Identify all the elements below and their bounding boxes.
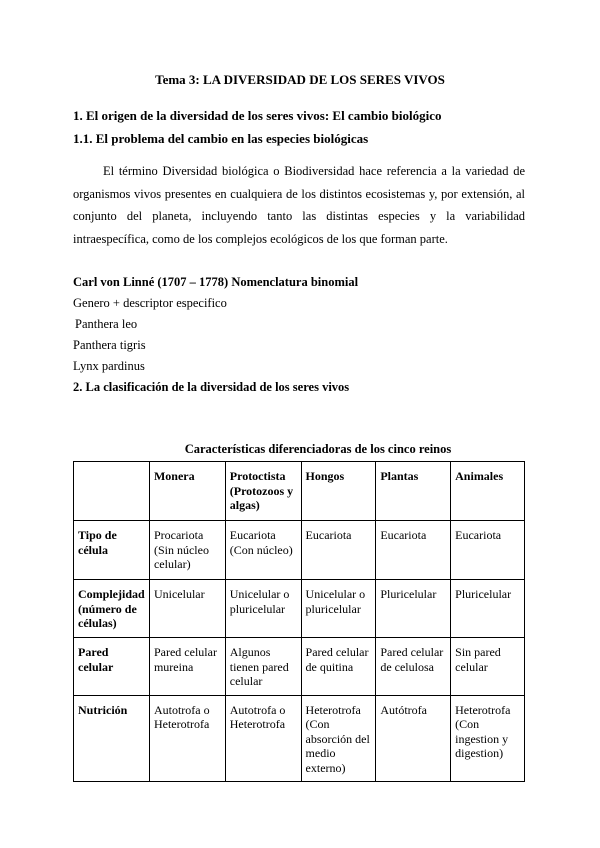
text-line: Genero + descriptor especifico bbox=[73, 296, 227, 310]
table-cell: Autotrofa o Heterotrofa bbox=[149, 695, 225, 782]
table-cell: Sin pared celular bbox=[451, 638, 525, 696]
intro-paragraph: El término Diversidad biológica o Biodiversidad hace referencia a la variedad de organismos vivos presentes en cualquiera de los distintos ecosistemas y, por extensión, al conjunto del planeta, incluyendo tanto las distintas especies y la variabilidad intraespecífica, como de los complejos ecológicos de los que forman parte. bbox=[73, 164, 525, 246]
table-cell: Unicelular o pluricelular bbox=[225, 580, 301, 638]
document-title: Tema 3: LA DIVERSIDAD DE LOS SERES VIVOS bbox=[155, 72, 445, 87]
table-row bbox=[74, 580, 525, 638]
table-caption: Características diferenciadoras de los cinco reinos bbox=[184, 442, 452, 456]
row-header-cell: Nutrición bbox=[74, 695, 150, 782]
table-cell: Algunos tienen pared celular bbox=[225, 638, 301, 696]
table-header-cell bbox=[74, 462, 150, 521]
table-row bbox=[74, 638, 525, 696]
table-cell: Autótrofa bbox=[376, 695, 451, 782]
table-header-cell: Hongos bbox=[301, 462, 376, 521]
linne-heading: Carl von Linné (1707 – 1778) Nomenclatura binomial bbox=[73, 275, 359, 289]
section-2-heading: 2. La clasificación de la diversidad de los seres vivos bbox=[73, 380, 350, 394]
table-header-cell: Protoctista (Protozoos y algas) bbox=[225, 462, 301, 521]
table-header-cell: Monera bbox=[149, 462, 225, 521]
row-header-cell: Pared celular bbox=[74, 638, 150, 696]
table-cell: Heterotrofa (Con absorción del medio externo) bbox=[301, 695, 376, 782]
table-header-cell: Plantas bbox=[376, 462, 451, 521]
row-header-cell: Tipo de célula bbox=[74, 521, 150, 580]
text-line: Panthera leo bbox=[75, 317, 138, 331]
table-cell: Autotrofa o Heterotrofa bbox=[225, 695, 301, 782]
table-cell: Pluricelular bbox=[451, 580, 525, 638]
table-cell: Eucariota (Con núcleo) bbox=[225, 521, 301, 580]
kingdoms-table bbox=[73, 461, 525, 782]
section-1-heading: 1. El origen de la diversidad de los seres vivos: El cambio biológico bbox=[73, 108, 442, 123]
table-cell: Pared celular de celulosa bbox=[376, 638, 451, 696]
table-cell: Unicelular bbox=[149, 580, 225, 638]
row-header-cell: Complejidad (número de células) bbox=[74, 580, 150, 638]
section-1-1-heading: 1.1. El problema del cambio en las especies biológicas bbox=[73, 131, 369, 146]
table-cell: Pared celular de quitina bbox=[301, 638, 376, 696]
table-cell: Eucariota bbox=[376, 521, 451, 580]
table-header-row bbox=[74, 462, 525, 521]
table-cell: Procariota (Sin núcleo celular) bbox=[149, 521, 225, 580]
table-header-cell: Animales bbox=[451, 462, 525, 521]
table-row bbox=[74, 521, 525, 580]
text-line: Lynx pardinus bbox=[73, 359, 145, 373]
text-line: Panthera tigris bbox=[73, 338, 146, 352]
table-cell: Heterotrofa (Con ingestion y digestion) bbox=[451, 695, 525, 782]
table-cell: Pared celular mureina bbox=[149, 638, 225, 696]
table-cell: Eucariota bbox=[451, 521, 525, 580]
table-cell: Eucariota bbox=[301, 521, 376, 580]
table-cell: Pluricelular bbox=[376, 580, 451, 638]
table-cell: Unicelular o pluricelular bbox=[301, 580, 376, 638]
table-row bbox=[74, 695, 525, 782]
